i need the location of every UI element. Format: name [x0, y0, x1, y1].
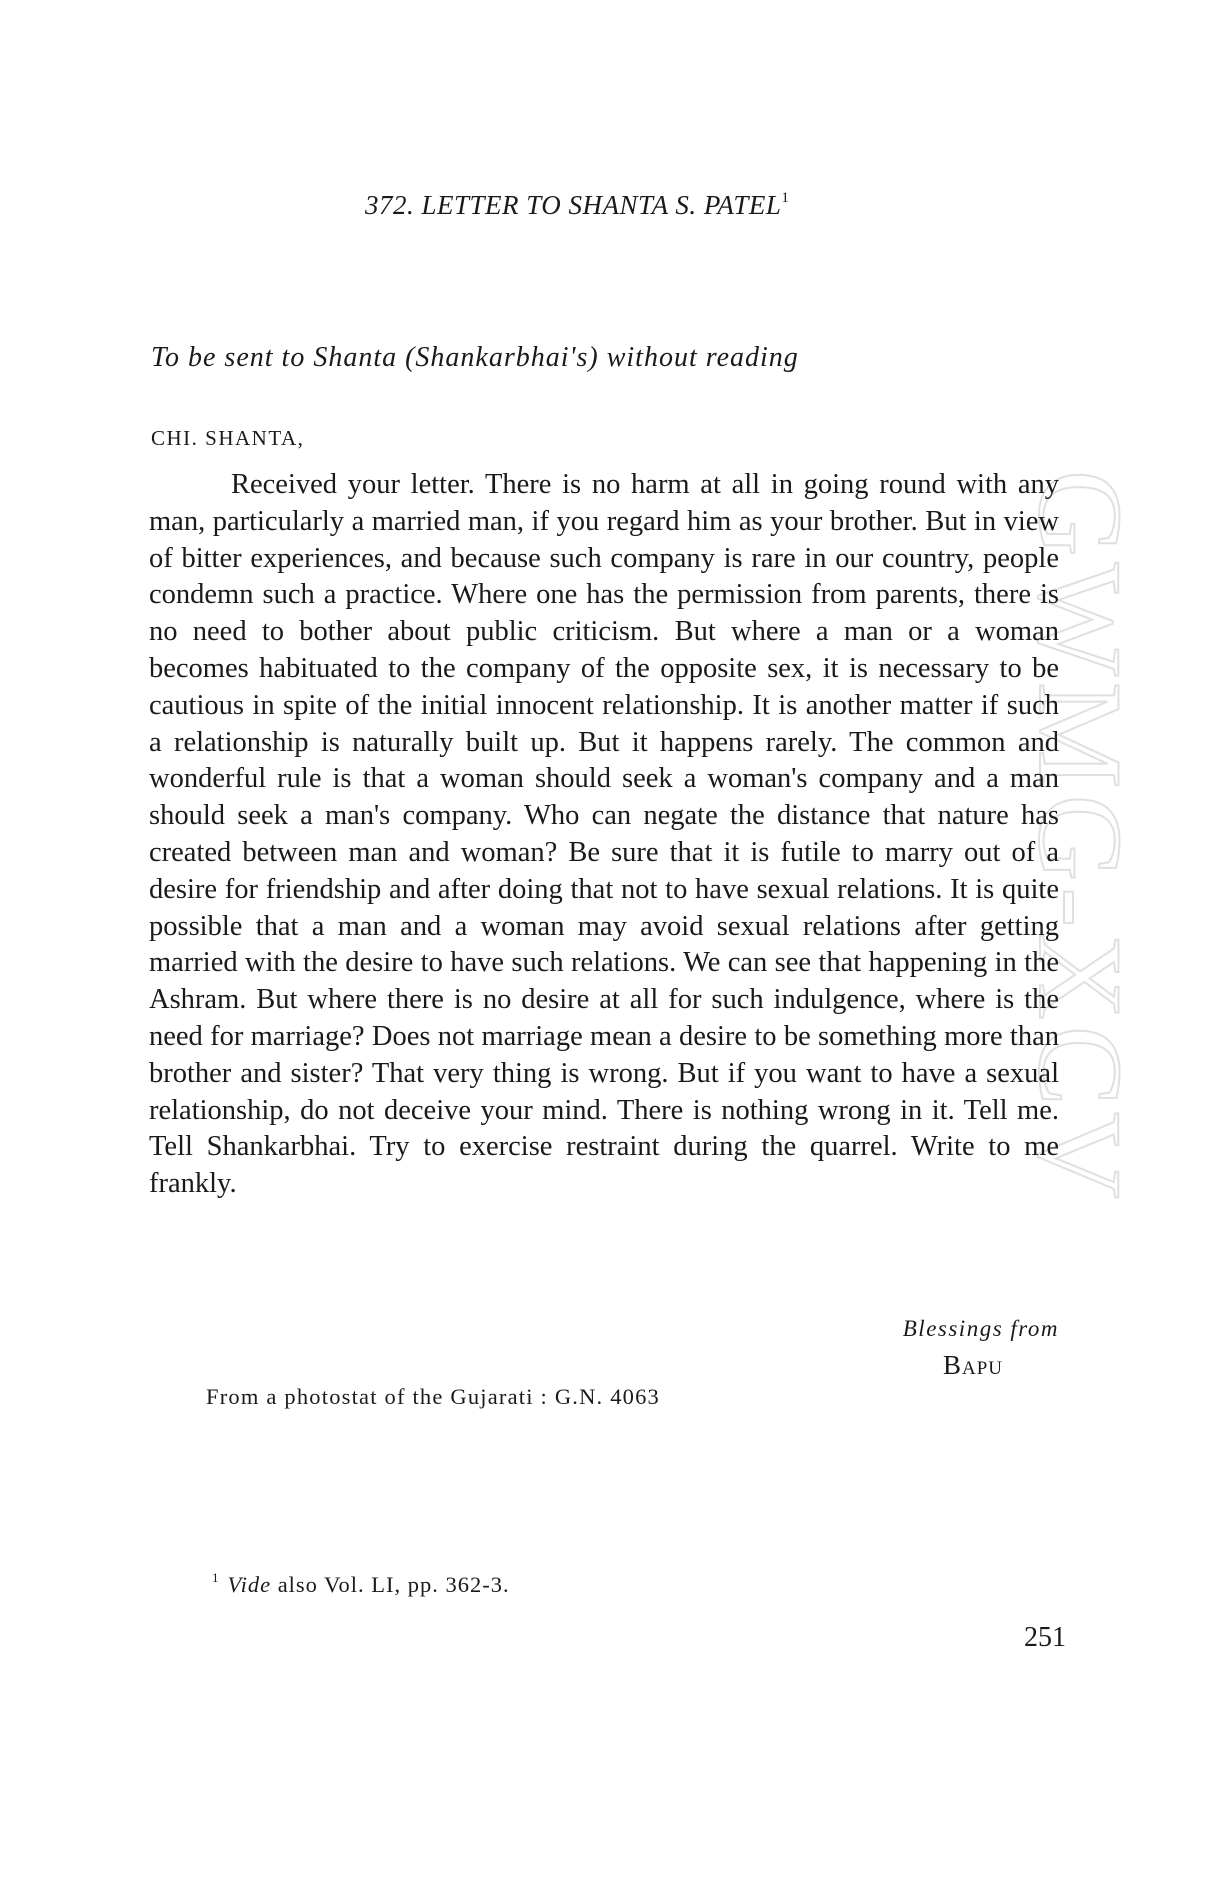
source-citation: From a photostat of the Gujarati : G.N. 4063	[206, 1384, 660, 1409]
salutation: CHI. SHANTA,	[151, 426, 305, 450]
watermark-text: GWMG-XCV	[1014, 470, 1147, 1205]
letter-title	[0, 190, 1229, 221]
letter-body: Received your letter. There is no harm at all in going round with any man, particularly a married man, if you regard him as your brother. But in view of bitter experiences, and because such company is rare in our country, people condemn such a practice. Where one has the permission from parents, there is no need to bother about public criticism. But where a man or a woman becomes habituated to the company of the opposite sex, it is necessary to be cautious in spite of the initial innocent relationship. It is another matter if such a relationship is naturally built up. But it happens rarely. The common and wonderful rule is that a woman should seek a woman's company and a man should seek a man's company. Who can negate the distance that nature has created between man and woman? Be sure that it is futile to marry out of a desire for friendship and after doing that not to have sexual relations. It is quite possible that a man and a woman may avoid sexual relations after getting married with the desire to have such relations. We can see that happening in the Ashram. But where there is no desire at all for such indulgence, where is the need for marriage? Does not marriage mean a desire to be something more than brother and sister? That very thing is wrong. But if you want to have a sexual relationship, do not deceive your mind. There is nothing wrong in it. Tell me. Tell Shankarbhai. Try to exercise restraint during the quarrel. Write to me frankly.	[149, 469, 1059, 1200]
letter-title-text: 372. LETTER TO SHANTA S. PATEL	[365, 190, 782, 220]
signature: Bapu	[942, 1350, 1003, 1380]
instruction-note: To be sent to Shanta (Shankarbhai's) without reading	[151, 342, 799, 373]
footnote	[212, 1570, 510, 1598]
title-footnote-marker: 1	[781, 190, 790, 206]
closing: Blessings from	[902, 1316, 1059, 1341]
footnote-marker: 1	[212, 1570, 220, 1585]
page-number: 251	[1024, 1622, 1066, 1653]
footnote-text: also Vol. LI, pp. 362-3.	[271, 1572, 510, 1597]
footnote-vide: Vide	[227, 1572, 272, 1597]
